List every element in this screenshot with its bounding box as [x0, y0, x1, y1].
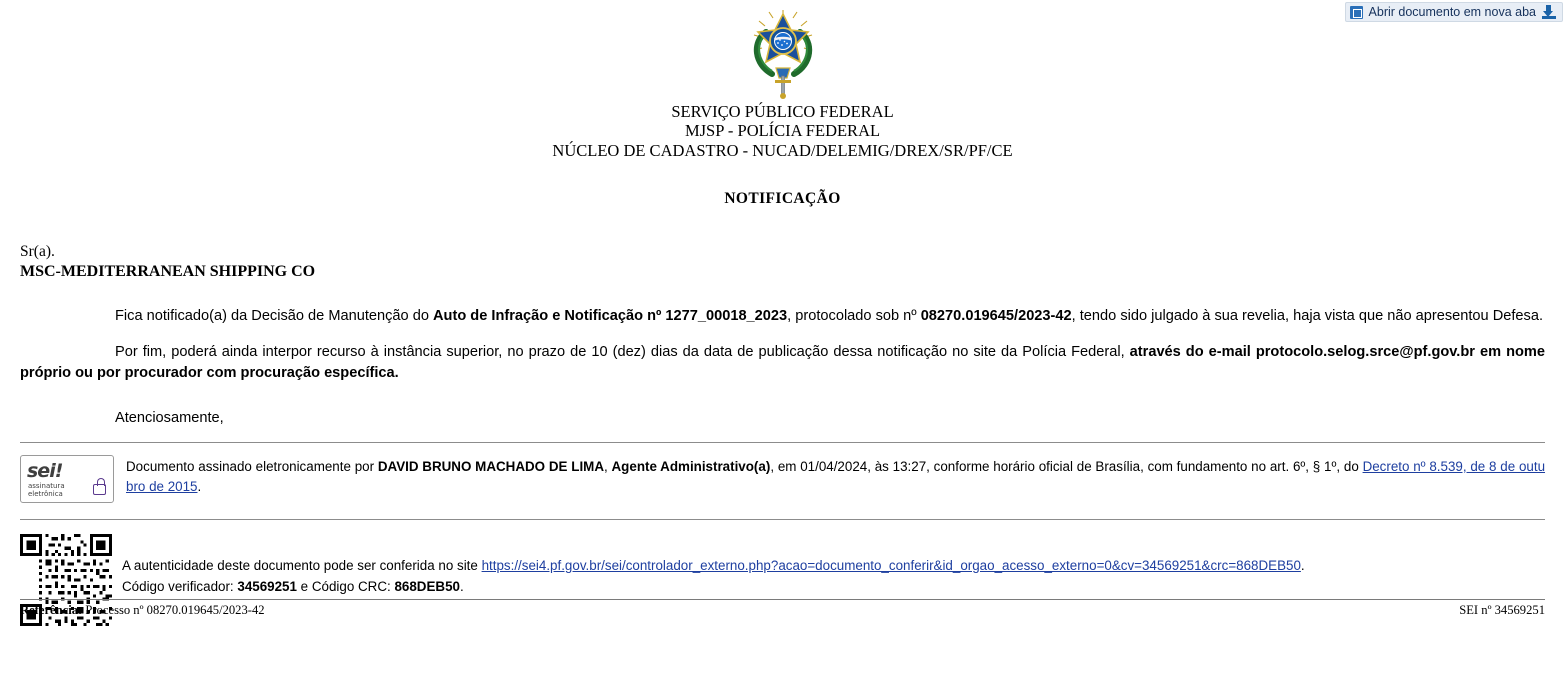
sei-stamp-sub-line2: eletrônica	[28, 489, 63, 498]
sign-text-d: .	[197, 478, 202, 494]
open-document-new-tab-label: Abrir documento em nova aba	[1368, 5, 1536, 19]
sign-text-a: Documento assinado eletronicamente por	[126, 458, 378, 474]
authenticity-url-link[interactable]: https://sei4.pf.gov.br/sei/controlador_externo.php?acao=documento_conferir&id_orgao_acesso_externo=0&cv=34569251&crc=868DEB50	[481, 557, 1301, 573]
auth-crc-code: 868DEB50	[394, 578, 460, 594]
sign-text-b: ,	[604, 458, 612, 474]
auth-verifier-code: 34569251	[237, 578, 297, 594]
footer-sei-number: SEI nº 34569251	[1459, 602, 1545, 617]
body-paragraph-1	[20, 306, 1545, 327]
external-link-icon	[1350, 6, 1363, 19]
sei-stamp-subtitle	[28, 482, 65, 498]
document-footer	[20, 599, 1545, 618]
signature-text	[126, 455, 1545, 497]
signer-name: DAVID BRUNO MACHADO DE LIMA	[377, 458, 604, 474]
closing-line: Atenciosamente,	[115, 409, 224, 426]
coat-of-arms-container	[20, 0, 1545, 100]
signer-role: Agente Administrativo(a)	[611, 458, 771, 474]
authenticity-text	[122, 534, 1305, 598]
auth-verifier-label: Código verificador:	[122, 578, 238, 594]
document-type-title: NOTIFICAÇÃO	[724, 190, 841, 208]
authenticity-divider	[20, 519, 1545, 520]
brazil-coat-of-arms-icon	[746, 8, 820, 100]
auth-text-end: .	[459, 578, 464, 594]
sei-stamp-sub-line1: assinatura	[28, 481, 65, 490]
addressee-name: MSC-MEDITERRANEAN SHIPPING CO	[20, 262, 316, 280]
lock-icon	[93, 484, 106, 495]
auth-text-b: .	[1300, 557, 1305, 573]
org-line-1: SERVIÇO PÚBLICO FEDERAL	[671, 102, 894, 121]
footer-reference	[20, 603, 265, 618]
footer-divider	[20, 599, 1545, 600]
addressee-salutation: Sr(a).	[20, 243, 55, 261]
p1-infraction-number: Auto de Infração e Notificação nº 1277_00018_2023	[433, 307, 788, 324]
authenticity-line-2	[122, 577, 1305, 598]
p1-text-e: , tendo sido julgado à sua revelia, haja vista que não apresentou Defesa.	[1071, 307, 1544, 324]
p1-text-a: Fica notificado(a) da Decisão de Manutenção do	[115, 307, 434, 324]
addressee-block	[20, 242, 1545, 281]
decree-link[interactable]: Decreto nº 8.539, de 8 de outubro de 2015	[126, 458, 1546, 494]
signature-divider	[20, 442, 1545, 443]
auth-crc-label: e Código CRC:	[296, 578, 395, 594]
org-line-2: MJSP - POLÍCIA FEDERAL	[684, 121, 881, 141]
authenticity-line-1	[122, 556, 1305, 577]
signature-block	[20, 455, 1545, 503]
p2-text-a: Por fim, poderá ainda interpor recurso à instância superior, no prazo de 10 (dez) dias da data de publicação dessa notificação no site da Polícia Federal,	[115, 343, 1130, 360]
footer-reference-value: Processo nº 08270.019645/2023-42	[85, 602, 265, 617]
sei-electronic-signature-stamp-icon	[20, 455, 114, 503]
footer-reference-label: Referência:	[20, 602, 83, 617]
p2-email-emphasis: através do e-mail protocolo.selog.srce@pf.gov.br em nome próprio ou por procurador com procuração específica.	[20, 343, 1545, 381]
p1-protocol-number: 08270.019645/2023-42	[920, 307, 1072, 324]
open-document-new-tab-button[interactable]	[1345, 2, 1563, 22]
org-line-3: NÚCLEO DE CADASTRO - NUCAD/DELEMIG/DREX/SR/PF/CE	[552, 140, 1013, 160]
p1-text-c: , protocolado sob nº	[787, 307, 921, 324]
auth-text-a: A autenticidade deste documento pode ser conferida no site	[122, 557, 482, 573]
download-icon[interactable]	[1542, 5, 1556, 19]
body-paragraph-2	[20, 342, 1545, 384]
sign-text-c: , em 01/04/2024, às 13:27, conforme horário oficial de Brasília, com fundamento no art. 6º, § 1º, do	[770, 458, 1363, 474]
organization-header	[20, 102, 1545, 160]
sei-stamp-word: sei!	[27, 459, 63, 482]
